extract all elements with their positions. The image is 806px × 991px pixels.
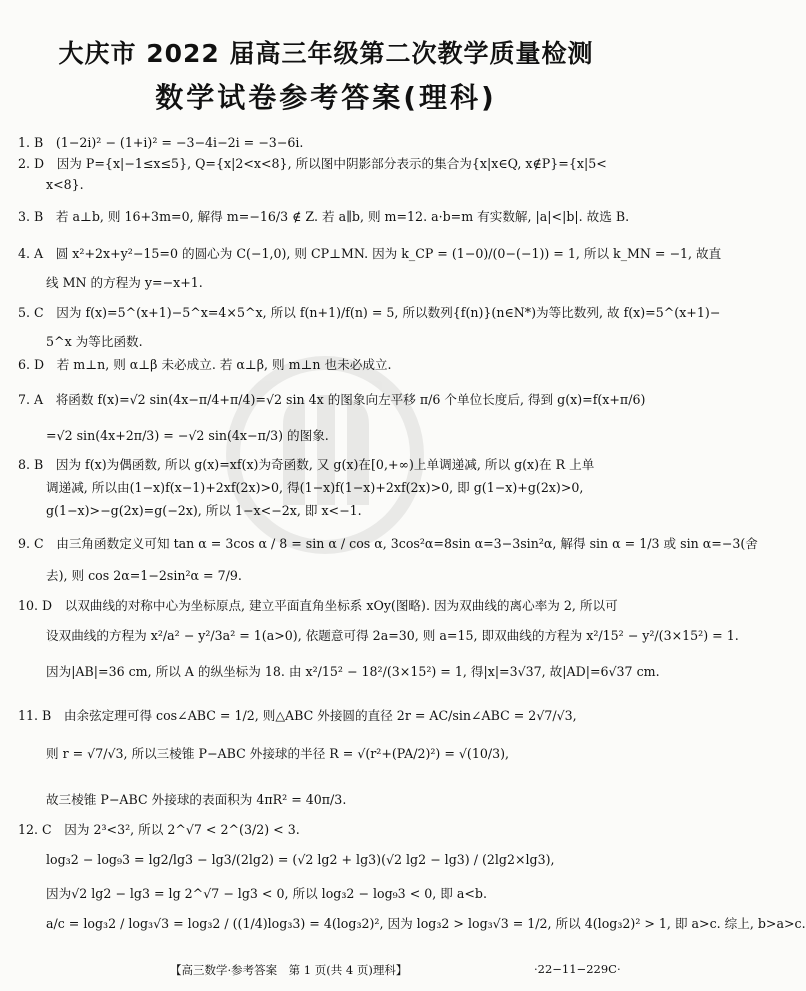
answer-line-17: 10. D 以双曲线的对称中心为坐标原点, 建立平面直角坐标系 xOy(图略). 因为双曲线的离心率为 2, 所以可 (18, 598, 618, 613)
answer-line-19: 因为|AB|=36 cm, 所以 A 的纵坐标为 18. 由 x²/15² − 18²/(3×15²) = 1, 得|x|=3√37, 故|AD|=6√37 cm. (46, 664, 660, 679)
answer-line-24: log₃2 − log₉3 = lg2/lg3 − lg3/(2lg2) = (√2 lg2 + lg3)(√2 lg2 − lg3) / (2lg2×lg3), (46, 852, 555, 867)
answer-line-13: 调递减, 所以由(1−x)f(x−1)+2xf(2x)>0, 得(1−x)f(1−x)+2xf(2x)>0, 即 g(1−x)+g(2x)>0, (46, 480, 584, 495)
answer-line-18: 设双曲线的方程为 x²/a² − y²/3a² = 1(a>0), 依题意可得 2a=30, 则 a=15, 即双曲线的方程为 x²/15² − y²/(3×15²) = 1. (46, 628, 739, 643)
answer-line-26: a/c = log₃2 / log₃√3 = log₃2 / ((1/4)log₃3) = 4(log₃2)², 因为 log₃2 > log₃√3 = 1/2, 所以 4(log₃2)² > 1, 即 a>c. 综上, b>a>c. (46, 916, 806, 931)
answer-line-21: 则 r = √7/√3, 所以三棱锥 P−ABC 外接球的半径 R = √(r²+(PA/2)²) = √(10/3), (46, 746, 510, 761)
answer-line-1: 1. B (1−2i)² − (1+i)² = −3−4i−2i = −3−6i. (18, 135, 304, 150)
document-subtitle: 数学试卷参考答案(理科) (155, 81, 497, 114)
watermark-logo (225, 355, 425, 555)
answer-line-14: g(1−x)>−g(2x)=g(−2x), 所以 1−x<−2x, 即 x<−1. (46, 503, 362, 518)
answer-line-11: =√2 sin(4x+2π/3) = −√2 sin(4x−π/3) 的图象. (46, 428, 329, 443)
answer-line-5: 4. A 圆 x²+2x+y²−15=0 的圆心为 C(−1,0), 则 CP⊥MN. 因为 k_CP = (1−0)/(0−(−1)) = 1, 所以 k_MN = −1, 故直 (18, 246, 722, 261)
footer-code: ·22−11−229C· (534, 962, 621, 976)
answer-line-23: 12. C 因为 2³<3², 所以 2^√7 < 2^(3/2) < 3. (18, 822, 300, 837)
answer-line-4: 3. B 若 a⊥b, 则 16+3m=0, 解得 m=−16/3 ∉ Z. 若 a∥b, 则 m=12. a·b=m 有实数解, |a|<|b|. 故选 B. (18, 209, 630, 224)
footer-page-info: 【高三数学·参考答案 第 1 页(共 4 页)理科】 (170, 963, 408, 977)
answer-line-8: 5^x 为等比函数. (46, 334, 143, 349)
answer-line-2: 2. D 因为 P={x|−1≤x≤5}, Q={x|2<x<8}, 所以图中阴影部分表示的集合为{x|x∈Q, x∉P}={x|5< (18, 156, 607, 171)
answer-line-7: 5. C 因为 f(x)=5^(x+1)−5^x=4×5^x, 所以 f(n+1)/f(n) = 5, 所以数列{f(n)}(n∈N*)为等比数列, 故 f(x)=5^(x+1)− (18, 305, 721, 320)
answer-line-25: 因为√2 lg2 − lg3 = lg 2^√7 − lg3 < 0, 所以 log₃2 − log₉3 < 0, 即 a<b. (46, 886, 487, 901)
answer-line-22: 故三棱锥 P−ABC 外接球的表面积为 4πR² = 40π/3. (46, 792, 347, 807)
answer-line-10: 7. A 将函数 f(x)=√2 sin(4x−π/4+π/4)=√2 sin 4x 的图象向左平移 π/6 个单位长度后, 得到 g(x)=f(x+π/6) (18, 392, 646, 407)
answer-line-9: 6. D 若 m⊥n, 则 α⊥β 未必成立. 若 α⊥β, 则 m⊥n 也未必成立. (18, 357, 392, 372)
answer-line-16: 去), 则 cos 2α=1−2sin²α = 7/9. (46, 568, 242, 583)
answer-line-6: 线 MN 的方程为 y=−x+1. (46, 275, 203, 290)
answer-line-15: 9. C 由三角函数定义可知 tan α = 3cos α / 8 = sin α / cos α, 3cos²α=8sin α=3−3sin²α, 解得 sin α = 1/3 或 sin α=−3(舍 (18, 536, 758, 551)
answer-line-12: 8. B 因为 f(x)为偶函数, 所以 g(x)=xf(x)为奇函数, 又 g(x)在[0,+∞)上单调递减, 所以 g(x)在 R 上单 (18, 457, 595, 472)
document-title: 大庆市 2022 届高三年级第二次教学质量检测 (58, 39, 594, 68)
answer-line-3: x<8}. (46, 177, 84, 192)
answer-line-20: 11. B 由余弦定理可得 cos∠ABC = 1/2, 则△ABC 外接圆的直径 2r = AC/sin∠ABC = 2√7/√3, (18, 708, 577, 723)
